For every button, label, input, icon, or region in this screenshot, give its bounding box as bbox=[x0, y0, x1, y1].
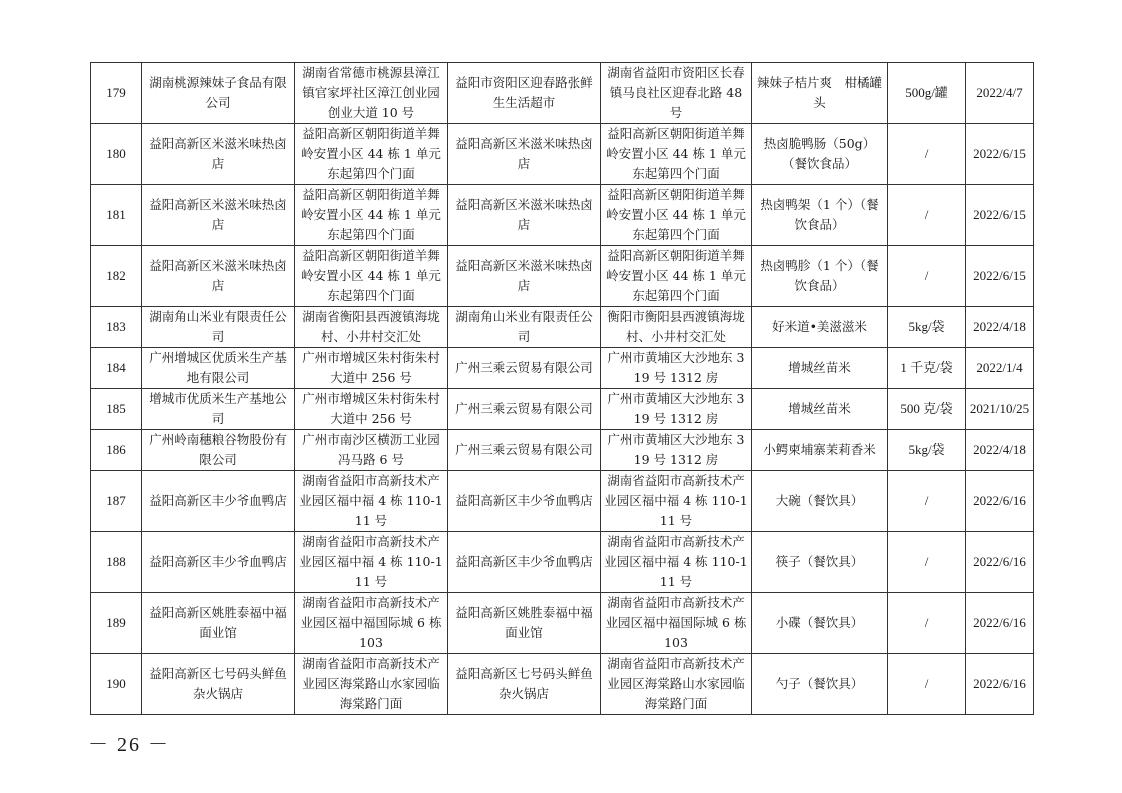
product-spec: / bbox=[888, 654, 966, 715]
product-spec: / bbox=[888, 593, 966, 654]
seller-name: 益阳市资阳区迎春路张鲜生生活超市 bbox=[448, 63, 601, 124]
product-name: 热卤鸭胗（1 个）（餐饮食品） bbox=[752, 246, 888, 307]
table-row bbox=[91, 471, 1034, 532]
row-number: 187 bbox=[91, 471, 142, 532]
product-name: 热卤鸭架（1 个）（餐饮食品） bbox=[752, 185, 888, 246]
product-name: 好米道•美滋滋米 bbox=[752, 307, 888, 348]
seller-address: 广州市黄埔区大沙地东 319 号 1312 房 bbox=[601, 430, 752, 471]
producer-name: 益阳高新区米滋米味热卤店 bbox=[142, 246, 295, 307]
row-number: 188 bbox=[91, 532, 142, 593]
production-date: 2022/6/16 bbox=[966, 654, 1034, 715]
production-date: 2022/1/4 bbox=[966, 348, 1034, 389]
product-name: 增城丝苗米 bbox=[752, 389, 888, 430]
production-date: 2022/4/18 bbox=[966, 430, 1034, 471]
row-number: 179 bbox=[91, 63, 142, 124]
seller-address: 益阳高新区朝阳街道羊舞岭安置小区 44 栋 1 单元东起第四个门面 bbox=[601, 185, 752, 246]
seller-name: 广州三乘云贸易有限公司 bbox=[448, 348, 601, 389]
seller-address: 益阳高新区朝阳街道羊舞岭安置小区 44 栋 1 单元东起第四个门面 bbox=[601, 246, 752, 307]
product-name: 大碗（餐饮具） bbox=[752, 471, 888, 532]
production-date: 2022/6/15 bbox=[966, 246, 1034, 307]
seller-name: 益阳高新区丰少爷血鸭店 bbox=[448, 532, 601, 593]
seller-address: 衡阳市衡阳县西渡镇海垅村、小井村交汇处 bbox=[601, 307, 752, 348]
producer-name: 益阳高新区米滋米味热卤店 bbox=[142, 185, 295, 246]
producer-address: 湖南省常德市桃源县漳江镇官家坪社区漳江创业园创业大道 10 号 bbox=[295, 63, 448, 124]
seller-address: 湖南省益阳市高新技术产业园区福中福 4 栋 110-111 号 bbox=[601, 532, 752, 593]
producer-address: 湖南省益阳市高新技术产业园区福中福国际城 6 栋 103 bbox=[295, 593, 448, 654]
table-row bbox=[91, 307, 1034, 348]
product-name: 小碟（餐饮具） bbox=[752, 593, 888, 654]
product-name: 辣妹子桔片爽 柑橘罐头 bbox=[752, 63, 888, 124]
seller-address: 益阳高新区朝阳街道羊舞岭安置小区 44 栋 1 单元东起第四个门面 bbox=[601, 124, 752, 185]
product-spec: / bbox=[888, 185, 966, 246]
producer-name: 益阳高新区姚胜泰福中福面业馆 bbox=[142, 593, 295, 654]
seller-name: 益阳高新区丰少爷血鸭店 bbox=[448, 471, 601, 532]
table-row bbox=[91, 124, 1034, 185]
production-date: 2022/6/16 bbox=[966, 593, 1034, 654]
page-number: － 26 － bbox=[88, 734, 170, 756]
product-name: 小鳄柬埔寨茉莉香米 bbox=[752, 430, 888, 471]
producer-name: 益阳高新区七号码头鲜鱼杂火锅店 bbox=[142, 654, 295, 715]
seller-name: 广州三乘云贸易有限公司 bbox=[448, 430, 601, 471]
product-spec: / bbox=[888, 124, 966, 185]
producer-address: 益阳高新区朝阳街道羊舞岭安置小区 44 栋 1 单元东起第四个门面 bbox=[295, 185, 448, 246]
producer-address: 湖南省益阳市高新技术产业园区福中福 4 栋 110-111 号 bbox=[295, 471, 448, 532]
production-date: 2022/6/15 bbox=[966, 185, 1034, 246]
producer-address: 益阳高新区朝阳街道羊舞岭安置小区 44 栋 1 单元东起第四个门面 bbox=[295, 124, 448, 185]
producer-name: 益阳高新区米滋米味热卤店 bbox=[142, 124, 295, 185]
seller-address: 广州市黄埔区大沙地东 319 号 1312 房 bbox=[601, 348, 752, 389]
producer-address: 湖南省益阳市高新技术产业园区海棠路山水家园临海棠路门面 bbox=[295, 654, 448, 715]
sampling-table bbox=[90, 62, 1034, 715]
row-number: 182 bbox=[91, 246, 142, 307]
table-row bbox=[91, 185, 1034, 246]
product-spec: 5kg/袋 bbox=[888, 307, 966, 348]
product-spec: / bbox=[888, 471, 966, 532]
seller-address: 湖南省益阳市高新技术产业园区福中福 4 栋 110-111 号 bbox=[601, 471, 752, 532]
seller-name: 广州三乘云贸易有限公司 bbox=[448, 389, 601, 430]
production-date: 2022/6/15 bbox=[966, 124, 1034, 185]
product-name: 热卤脆鸭肠（50g）（餐饮食品） bbox=[752, 124, 888, 185]
table-row bbox=[91, 389, 1034, 430]
producer-address: 广州市南沙区横沥工业园冯马路 6 号 bbox=[295, 430, 448, 471]
seller-name: 益阳高新区米滋米味热卤店 bbox=[448, 246, 601, 307]
production-date: 2022/4/18 bbox=[966, 307, 1034, 348]
row-number: 185 bbox=[91, 389, 142, 430]
table-row bbox=[91, 246, 1034, 307]
producer-address: 广州市增城区朱村街朱村大道中 256 号 bbox=[295, 389, 448, 430]
seller-address: 湖南省益阳市高新技术产业园区福中福国际城 6 栋 103 bbox=[601, 593, 752, 654]
producer-address: 湖南省衡阳县西渡镇海垅村、小井村交汇处 bbox=[295, 307, 448, 348]
product-spec: / bbox=[888, 246, 966, 307]
product-spec: / bbox=[888, 532, 966, 593]
product-spec: 500g/罐 bbox=[888, 63, 966, 124]
seller-name: 益阳高新区七号码头鲜鱼杂火锅店 bbox=[448, 654, 601, 715]
producer-address: 益阳高新区朝阳街道羊舞岭安置小区 44 栋 1 单元东起第四个门面 bbox=[295, 246, 448, 307]
row-number: 180 bbox=[91, 124, 142, 185]
product-name: 增城丝苗米 bbox=[752, 348, 888, 389]
row-number: 189 bbox=[91, 593, 142, 654]
seller-name: 益阳高新区姚胜泰福中福面业馆 bbox=[448, 593, 601, 654]
seller-address: 广州市黄埔区大沙地东 319 号 1312 房 bbox=[601, 389, 752, 430]
production-date: 2022/4/7 bbox=[966, 63, 1034, 124]
production-date: 2022/6/16 bbox=[966, 471, 1034, 532]
row-number: 184 bbox=[91, 348, 142, 389]
product-spec: 1 千克/袋 bbox=[888, 348, 966, 389]
row-number: 181 bbox=[91, 185, 142, 246]
seller-name: 益阳高新区米滋米味热卤店 bbox=[448, 185, 601, 246]
table-row bbox=[91, 430, 1034, 471]
producer-name: 广州增城区优质米生产基地有限公司 bbox=[142, 348, 295, 389]
seller-name: 湖南角山米业有限责任公司 bbox=[448, 307, 601, 348]
product-spec: 5kg/袋 bbox=[888, 430, 966, 471]
producer-name: 增城市优质米生产基地公司 bbox=[142, 389, 295, 430]
producer-name: 益阳高新区丰少爷血鸭店 bbox=[142, 471, 295, 532]
producer-name: 益阳高新区丰少爷血鸭店 bbox=[142, 532, 295, 593]
producer-address: 湖南省益阳市高新技术产业园区福中福 4 栋 110-111 号 bbox=[295, 532, 448, 593]
seller-address: 湖南省益阳市资阳区长春镇马良社区迎春北路 48 号 bbox=[601, 63, 752, 124]
production-date: 2021/10/25 bbox=[966, 389, 1034, 430]
table-row bbox=[91, 593, 1034, 654]
producer-name: 湖南角山米业有限责任公司 bbox=[142, 307, 295, 348]
product-spec: 500 克/袋 bbox=[888, 389, 966, 430]
producer-name: 广州岭南穗粮谷物股份有限公司 bbox=[142, 430, 295, 471]
seller-name: 益阳高新区米滋米味热卤店 bbox=[448, 124, 601, 185]
producer-name: 湖南桃源辣妹子食品有限公司 bbox=[142, 63, 295, 124]
seller-address: 湖南省益阳市高新技术产业园区海棠路山水家园临海棠路门面 bbox=[601, 654, 752, 715]
product-name: 勺子（餐饮具） bbox=[752, 654, 888, 715]
row-number: 190 bbox=[91, 654, 142, 715]
producer-address: 广州市增城区朱村街朱村大道中 256 号 bbox=[295, 348, 448, 389]
product-name: 筷子（餐饮具） bbox=[752, 532, 888, 593]
table-row bbox=[91, 348, 1034, 389]
row-number: 186 bbox=[91, 430, 142, 471]
table-row bbox=[91, 654, 1034, 715]
production-date: 2022/6/16 bbox=[966, 532, 1034, 593]
row-number: 183 bbox=[91, 307, 142, 348]
table-row bbox=[91, 63, 1034, 124]
table-row bbox=[91, 532, 1034, 593]
